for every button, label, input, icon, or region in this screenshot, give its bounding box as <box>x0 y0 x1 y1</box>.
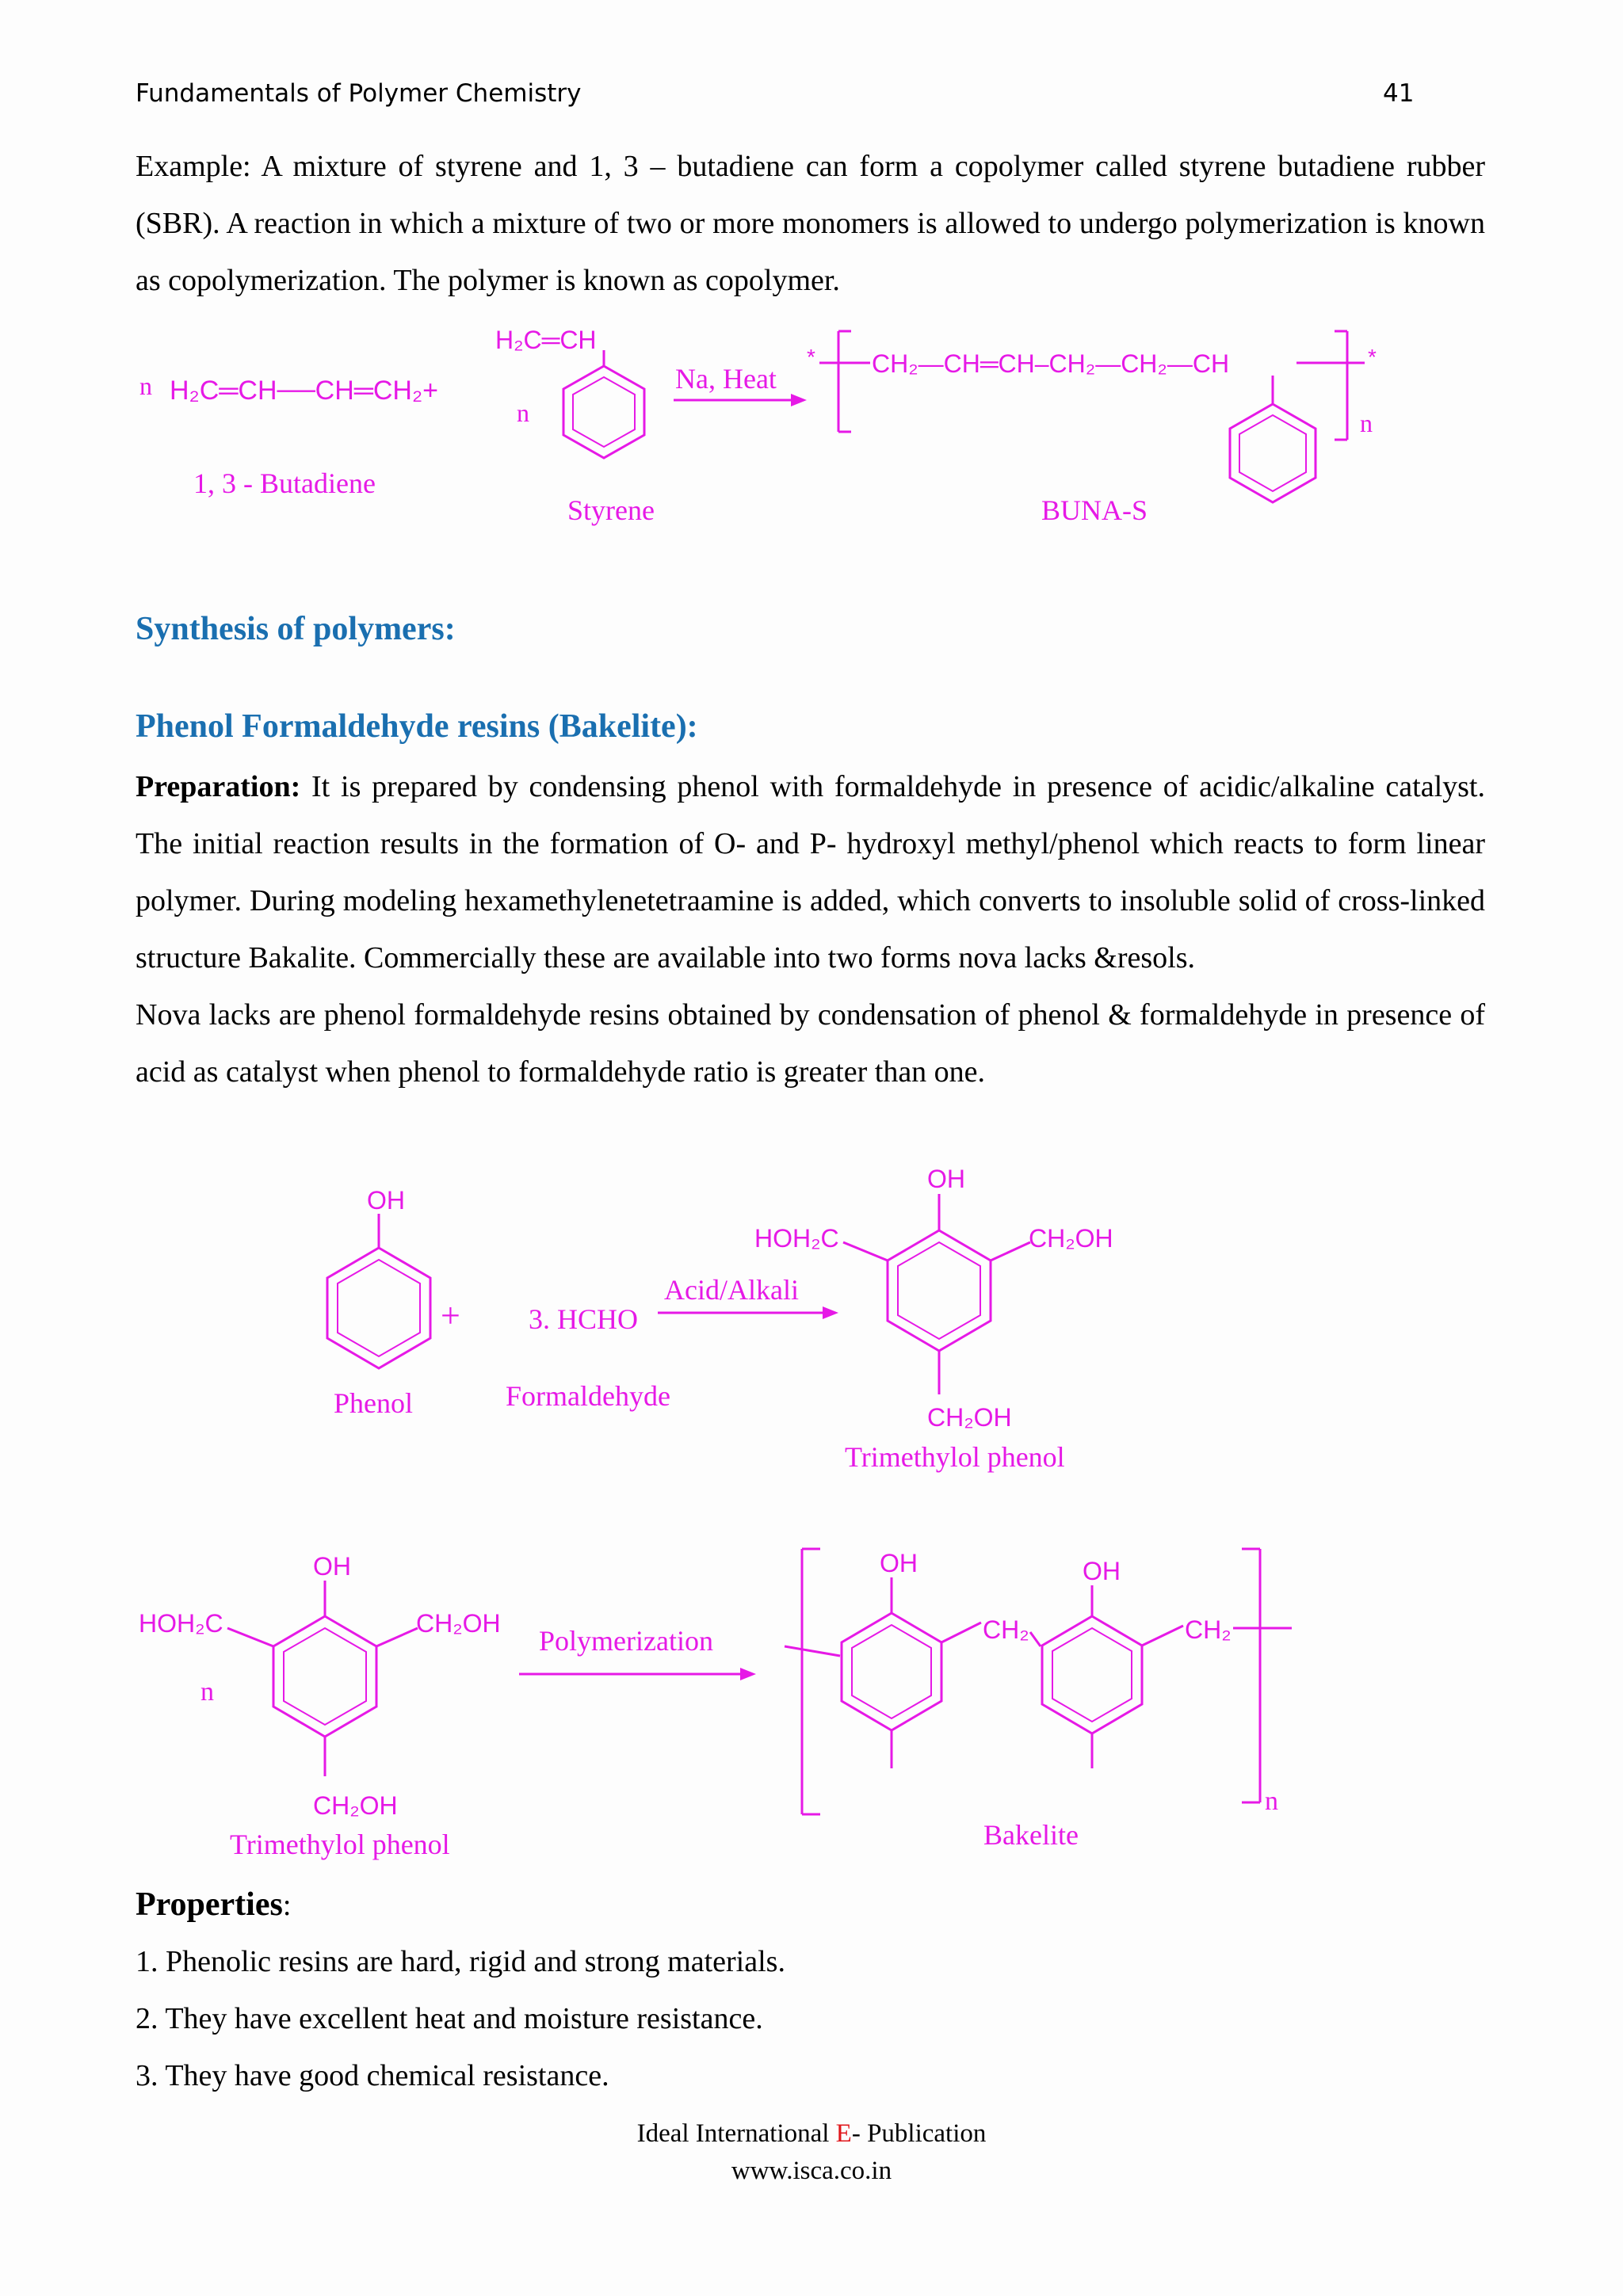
product-left-group: HOH₂C <box>754 1224 839 1253</box>
arrow-label-na-heat: Na, Heat <box>675 363 777 395</box>
product-inner-ring <box>898 1242 980 1339</box>
intro-text: Example: A mixture of styrene and 1, 3 – butadiene can form a copolymer called styrene butadiene rubber (SBR). A reaction in which a mixture of two or more monomers is allowed to undergo polymerization is known as copolymerization. The polymer is known as copolymer. <box>136 150 1485 297</box>
bakelite-scheme <box>139 1549 1292 1860</box>
reactant-label: Trimethylol phenol <box>230 1829 450 1860</box>
phenol-label: Phenol <box>334 1387 414 1419</box>
plus-sign: + <box>441 1296 460 1335</box>
footer-publisher <box>0 2119 1623 2149</box>
product-ring <box>888 1230 991 1351</box>
page-number: 41 <box>1383 79 1415 108</box>
product-left-bond <box>843 1242 888 1261</box>
bakelite-inner-ring-1 <box>852 1625 931 1718</box>
bakelite-oh-1: OH <box>880 1549 918 1577</box>
properties-item-3: 3. They have good chemical resistance. <box>136 2059 609 2092</box>
arrow-label-acid-alkali: Acid/Alkali <box>664 1274 799 1306</box>
properties-section <box>136 1876 785 2104</box>
preparation-label: Preparation: <box>136 770 301 803</box>
bakelite-ch2-bond-1 <box>941 1623 981 1642</box>
arrow-label-polymerization: Polymerization <box>539 1625 713 1657</box>
bakelite-inner-ring-2 <box>1052 1628 1132 1722</box>
properties-colon: : <box>282 1889 292 1922</box>
footer-url: www.isca.co.in <box>731 2157 892 2185</box>
arrow-head-2 <box>823 1306 838 1319</box>
n-bakelite: n <box>1265 1787 1278 1816</box>
heading-bakelite: Phenol Formaldehyde resins (Bakelite): <box>136 708 698 745</box>
arrow-head-3 <box>740 1668 756 1680</box>
bakelite-ring-2 <box>1042 1616 1142 1733</box>
heading-synthesis: Synthesis of polymers: <box>136 611 456 647</box>
reactant-bottom-group: CH₂OH <box>313 1791 398 1820</box>
bakelite-ch2-1: CH₂ <box>983 1615 1029 1644</box>
reactant-ring <box>273 1616 376 1737</box>
footer-publisher-post: - Publication <box>851 2119 987 2148</box>
reactant-right-bond <box>376 1628 418 1646</box>
n-polymer: n <box>1360 409 1373 437</box>
product-right-bond <box>991 1242 1030 1261</box>
phenol-ring <box>327 1248 430 1368</box>
formaldehyde-label: Formaldehyde <box>506 1380 670 1412</box>
product-right-group: CH₂OH <box>1029 1224 1113 1253</box>
bakelite-ch2-2: CH₂ <box>1185 1615 1232 1644</box>
styrene-vinyl: H₂C═CH <box>495 326 597 354</box>
running-header-title: Fundamentals of Polymer Chemistry <box>136 79 582 108</box>
n-butadiene: n <box>139 372 152 400</box>
bakelite-oh-2: OH <box>1083 1557 1121 1585</box>
phenol-inner-ring <box>338 1260 420 1356</box>
footer-publisher-e: E <box>835 2119 852 2148</box>
reactant-left-group: HOH₂C <box>139 1609 223 1638</box>
n-reactant: n <box>200 1677 214 1707</box>
reactant-right-group: CH₂OH <box>416 1609 501 1638</box>
n-styrene: n <box>517 399 529 427</box>
trimethylol-label: Trimethylol phenol <box>845 1441 1065 1473</box>
properties-heading: Properties <box>136 1886 283 1923</box>
properties-heading-line <box>136 1876 785 1933</box>
star-left: * <box>807 345 815 369</box>
reactant-inner-ring <box>284 1628 366 1725</box>
bakelite-ring-1 <box>842 1613 941 1730</box>
bakelite-ch2-bond-1b <box>1030 1632 1041 1646</box>
butadiene-formula: H₂C═CH──CH═CH₂+ <box>170 376 439 406</box>
properties-item-1: 1. Phenolic resins are hard, rigid and strong materials. <box>136 1945 785 1978</box>
buna-s-label: BUNA-S <box>1041 494 1148 526</box>
preparation-text: It is prepared by condensing phenol with formaldehyde in presence of acidic/alkaline catalyst. The initial reaction results in the formation of O- and P- hydroxyl methyl/phenol which reacts to form linear polymer. During modeling hexamethylenetetraamine is added, which converts to insoluble solid of cross-linked structure Bakalite. Commercially these are available into two forms nova lacks &resols. <box>136 770 1485 974</box>
properties-item-2: 2. They have excellent heat and moisture resistance. <box>136 2002 763 2035</box>
phenol-oh: OH <box>367 1186 405 1215</box>
reactant-oh: OH <box>313 1552 351 1581</box>
hcho-reagent: 3. HCHO <box>529 1303 639 1335</box>
bakelite-left-end-bond <box>785 1646 840 1656</box>
product-bottom-group: CH₂OH <box>927 1403 1012 1432</box>
styrene-label: Styrene <box>567 494 655 526</box>
butadiene-label: 1, 3 - Butadiene <box>193 467 376 499</box>
footer-publisher-pre: Ideal International <box>636 2119 836 2148</box>
reactant-left-bond <box>227 1628 273 1646</box>
product-oh: OH <box>927 1165 965 1193</box>
novalacks-text: Nova lacks are phenol formaldehyde resins obtained by condensation of phenol & formaldehyde in presence of acid as catalyst when phenol to formaldehyde ratio is greater than one. <box>136 998 1485 1089</box>
star-right: * <box>1368 345 1377 369</box>
bakelite-label: Bakelite <box>983 1819 1079 1851</box>
polymer-chain: CH₂—CH═CH–CH₂—CH₂—CH <box>872 349 1230 378</box>
bakelite-ch2-bond-2 <box>1142 1626 1183 1646</box>
